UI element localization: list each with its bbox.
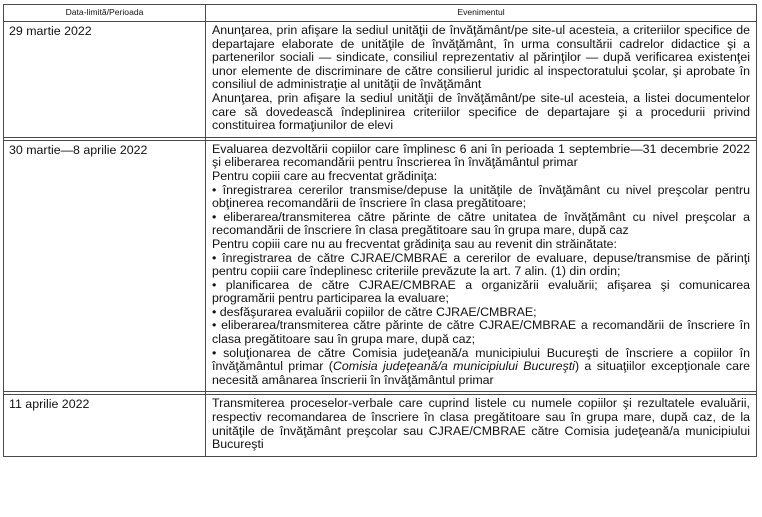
bullet-text-after: ) a situaţiilor excepţionale care necesită amânarea înscrierii în învăţământul primar [212, 359, 750, 387]
event-bullet: • înregistrarea cererilor transmise/depuse la unităţile de învăţământ cu nivel preşcolar pentru obţinerea recomandării de înscriere în clasa pregătitoare; [212, 182, 750, 211]
event-paragraph: Pentru copiii care au frecventat grădiniţa: [212, 168, 438, 183]
row-event [206, 22, 757, 138]
header-event: Evenimentul [206, 5, 757, 22]
event-bullet-last [212, 347, 750, 388]
event-bullet: • planificarea de către CJRAE/CMBRAE a organizării evaluării; afişarea şi comunicarea programării pentru participarea la evaluare; [212, 277, 750, 306]
event-paragraph: Anunţarea, prin afişare la sediul unităţii de învăţământ/pe site-ul acesteia, a listei documentelor care să dovedească îndeplinirea criteriilor specifice de departajare şi a procedurii privind constituirea formaţiunilor de elevi [212, 90, 750, 133]
event-paragraph: Evaluarea dezvoltării copiilor care împlinesc 6 ani în perioada 1 septembrie—31 decembrie 2022 şi eliberarea recomandării pentru înscrierea în învăţământul primar [212, 141, 750, 170]
row-event [206, 395, 757, 456]
row-date: 11 aprilie 2022 [4, 395, 206, 456]
bullet-text-italic: Comisia judeţeană/a municipiului Bucureşti [332, 359, 575, 374]
header-date: Data-limită/Perioada [4, 5, 206, 22]
table-header-row [4, 5, 757, 22]
event-paragraph: Anunţarea, prin afişare la sediul unităţii de învăţământ/pe site-ul acesteia, a criteriilor specifice de departajare elaborate de unităţile de învăţământ, în urma consultării cadrelor didactice şi a partenerilor sociali — sindicate, consiliul reprezentativ al părinţilor — după verificarea existenţei unor elemente de discriminare de către consilierul juridic al inspectoratului şcolar, şi aprobate în consiliul de administraţie al unităţii de învăţământ [212, 23, 750, 92]
row-date: 29 martie 2022 [4, 22, 206, 138]
table-row [4, 395, 757, 456]
row-date: 30 martie—8 aprilie 2022 [4, 140, 206, 392]
table-row [4, 22, 757, 138]
schedule-table [3, 4, 757, 457]
event-bullet: • eliberarea/transmiterea către părinte de către unitatea de învăţământ cu nivel preşcolar a recomandării de înscriere în clasa pregătitoare sau în grupa mare, după caz [212, 209, 750, 238]
table-row [4, 140, 757, 392]
event-paragraph: Pentru copiii care nu au frecventat grădiniţa sau au revenit din străinătate: [212, 236, 618, 251]
bullet-text-before: • soluţionarea de către Comisia judeţeană/a municipiului Bucureşti de înscriere a copiilor în învăţământul primar ( [212, 345, 750, 374]
event-bullet: • înregistrarea de către CJRAE/CMBRAE a cererilor de evaluare, depuse/transmise de părinţi pentru copiii care îndeplinesc criteriile prevăzute la art. 7 alin. (1) din ordin; [212, 250, 750, 279]
event-paragraph: Transmiterea proceselor-verbale care cuprind listele cu numele copiilor şi rezultatele evaluării, respectiv recomandarea de înscriere în clasa pregătitoare sau în grupa mare, după caz, de la unităţile de învăţământ preşcolar sau CJRAE/CMBRAE către Comisia judeţeană/a municipiului Bucureşti [212, 396, 750, 452]
event-bullet: • eliberarea/transmiterea către părinte de către CJRAE/CMBRAE a recomandării de înscriere în clasa pregătitoare sau în grupa mare, după caz; [212, 318, 750, 347]
event-bullet: • desfăşurarea evaluării copiilor de către CJRAE/CMBRAE; [212, 304, 537, 319]
row-event [206, 140, 757, 392]
